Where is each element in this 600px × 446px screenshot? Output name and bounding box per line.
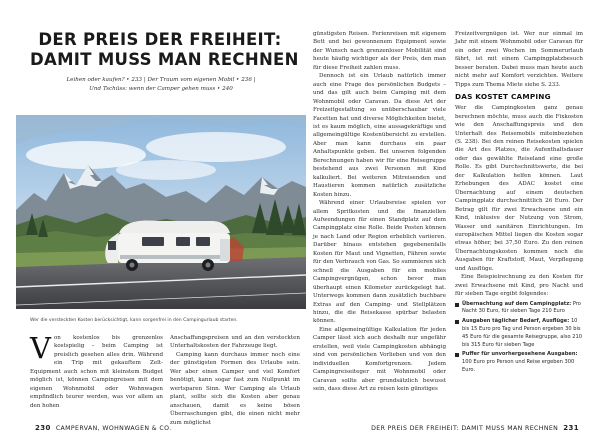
body-paragraph: günstigsten Reisen. Ferienreisen mit eigenem Bett und bei gewonnenem Equipment sowie der Wunsch nach grenzenloser Mobilität sind heute häufig wichtiger als der Preis, den man für diese Freiheit zahlen muss. [313,31,446,71]
body-paragraph: Während einer Urlaubsreise spielen vor allem Spritkosten und die finanziellen Aufwendungen für einen Standplatz auf dem Campingplatz eine Rolle. Beide Posten können je nach Land oder Region erheblich variieren. Darüber hinaus entstehen gegebenenfalls Kosten für Maut und Vignetten, Fähren sowie für den Verbrauch von Gas. So summieren sich schnell die Ausgaben für ein mobiles Campingvergnügen, schon bevor man überhaupt einen Kilometer zurückgelegt hat. Unterwegs kommen dann zusätzlich buchbare Extras auf den Camping- und Stellplätzen hinzu, die die Reisekasse spürbar belasten können. [313,200,446,325]
text-column-1 [30,331,163,416]
list-item [455,301,583,317]
page-number-right: 231 [563,424,579,432]
body-paragraph: Wer die Campingkosten ganz genau berechnen möchte, muss auch die Fixkosten wie den Anschaffungspreis und den Unterhalt des Reisemobils miteinbeziehen (S. 238). Bei den reinen Reisekosten spielen die Art des Platzes, die Aufenthaltsdauer oder das gewählte Reiseland eine große Rolle. Es gibt Durchschnittswerte, die bei der Kalkulation helfen können. Laut Erhebungen des ADAC kostet eine Übernachtung auf einem deutschen Campingplatz durchschnittlich 26 Euro. Der Betrag gilt für zwei Erwachsene und ein Kind, inklusive der Nutzung von Strom, Wasser und sanitären Einrichtungen. Im europäischen Mittel liegen die Kosten sogar etwas höher, bei 37,50 Euro. Zu den reinen Übernachtungskosten kommen noch die Ausgaben für Kraftstoff, Maut, Verpflegung und Ausflüge. [455,105,583,272]
body-paragraph: Camping kann durchaus immer noch eine der günstigsten Formen des Urlaubs sein. Wer aber einen Camper und viel Komfort benötigt, kann sogar fast zum Nullpunkt im wertsparen Sinn. Wer Camping als Urlaub plant, sollte sich die Kosten aber genau anschauen, damit es keine bösen Überraschungen gibt, die einen nicht mehr zum möglichst [170,351,300,426]
drop-cap: V [30,331,51,365]
chapter-title-line-1: DER PREIS DER FREIHEIT: [38,30,282,49]
list-item-text: 100 Euro pro Person und Reise ergeben 300 Euro. [462,359,575,373]
list-item [455,318,583,349]
body-paragraph: Anschaffungspreisen und an den versteckten Unterhaltskosten der Fahrzeuge liegt. [170,335,300,350]
cross-references [30,76,292,93]
body-paragraph: Eine Beispielrechnung zu den Kosten für zwei Erwachsene mit Kind, pro Nacht und für sieben Tage ergibt folgendes: [455,274,583,298]
chapter-title-line-2: DAMIT MUSS MAN RECHNEN [30,50,299,69]
text-column-2 [170,334,300,426]
list-item-text: Pro Nacht 30 Euro, für sieben Tage 210 Euro [462,300,581,315]
text-column-4 [455,30,583,416]
body-paragraph: on kostenlos bis grenzenlos kostspielig – beim Camping ist preislich gesehen alles drin. Während ein Trip mit gekauftem Zelt-Equipment auch schon mit kleinstem Budget möglich ist, können Campingreisen mit dem eigenen Wohnmobil oder Wohnwagen empfindlich teurer werden, was vor allem an den hohen [30,335,163,409]
body-paragraph: Freizeitvergnügen ist. Wer nur einmal im Jahr mit einem Wohnmobil oder Caravan für ein oder zwei Wochen im Sommerurlaub fährt, ist mit einem Campingplatzbesuch besser beraten. Dabei muss man heute auch nicht mehr auf Komfort verzichten. Weitere Tipps zum Thema Miete siehe S. 233. [455,31,583,88]
cost-list [455,301,583,375]
photo-caption: Wer die versteckten Kosten berücksichtigt, kann sorgenfrei in den Campingurlaub starten. [30,318,238,323]
cross-reference-line-2: Und Tschüss: wenn der Camper gehen muss ‣ 240 [89,85,233,92]
cross-reference-line-1: Leihen oder kaufen? ‣ 233 | Der Traum vom eigenen Mobil ‣ 236 | [66,77,256,83]
list-item [455,351,583,374]
page-number-left: 230 [35,424,51,432]
list-item-text: 10 bis 15 Euro pro Tag und Person ergeben 30 bis 45 Euro für die gesamte Reisegruppe, also 210 bis 315 Euro für sieben Tage [462,318,582,348]
text-column-3 [313,30,446,416]
list-item-label: Übernachtung auf dem Campingplatz: [462,300,572,307]
campervan-photo [16,115,306,309]
footer-left [30,424,172,432]
body-paragraph: Eine allgemeingültige Kalkulation für jeden Camper lässt sich auch deshalb nur ungefähr erstellen, weil viele Campingkosten abhängig sind von persönlichen Vorlieben und von den individuellen Komfortgrenzen. Jedem Campingreiseiteger mit Wohnmobil oder Caravan sollte aber grundsätzlich bewusst sein, dass diese Art zu reisen kein günstiges [313,326,446,393]
running-head-right: DER PREIS DER FREIHEIT: DAMIT MUSS MAN RECHNEN [371,425,559,432]
list-item-label: Puffer für unvorhergesehene Ausgaben: [462,351,578,358]
list-item-label: Ausgaben täglicher Bedarf, Ausflüge: [462,318,570,325]
footer-right [371,424,584,432]
running-head-left: CAMPERVAN, WOHNWAGEN & CO. [55,425,172,432]
section-heading: DAS KOSTET CAMPING [455,92,551,102]
body-paragraph: Dennoch ist ein Urlaub natürlich immer auch eine Frage des persönlichen Budgets – und das gilt auch beim Camping mit dem Wohnmobil oder Caravan. Da diese Art der Freizeitgestaltung so unüberschaubar viele Facetten hat und diverse Möglichkeiten bietet, ist es kaum möglich, eine aussagekräftige und allgemeingültige Kostenübersicht zu erstellen. Aber man kann durchaus ein paar Anhaltspunkte geben. Bei unseren folgenden Berechnungen haben wir für eine Reisegruppe bestehend aus zwei Personen mit Kind kalkuliert. Bei weiteren Mitreisenden und Haustieren kommen natürlich zusätzliche Kosten hinzu. [313,73,446,198]
chapter-title [30,30,299,70]
